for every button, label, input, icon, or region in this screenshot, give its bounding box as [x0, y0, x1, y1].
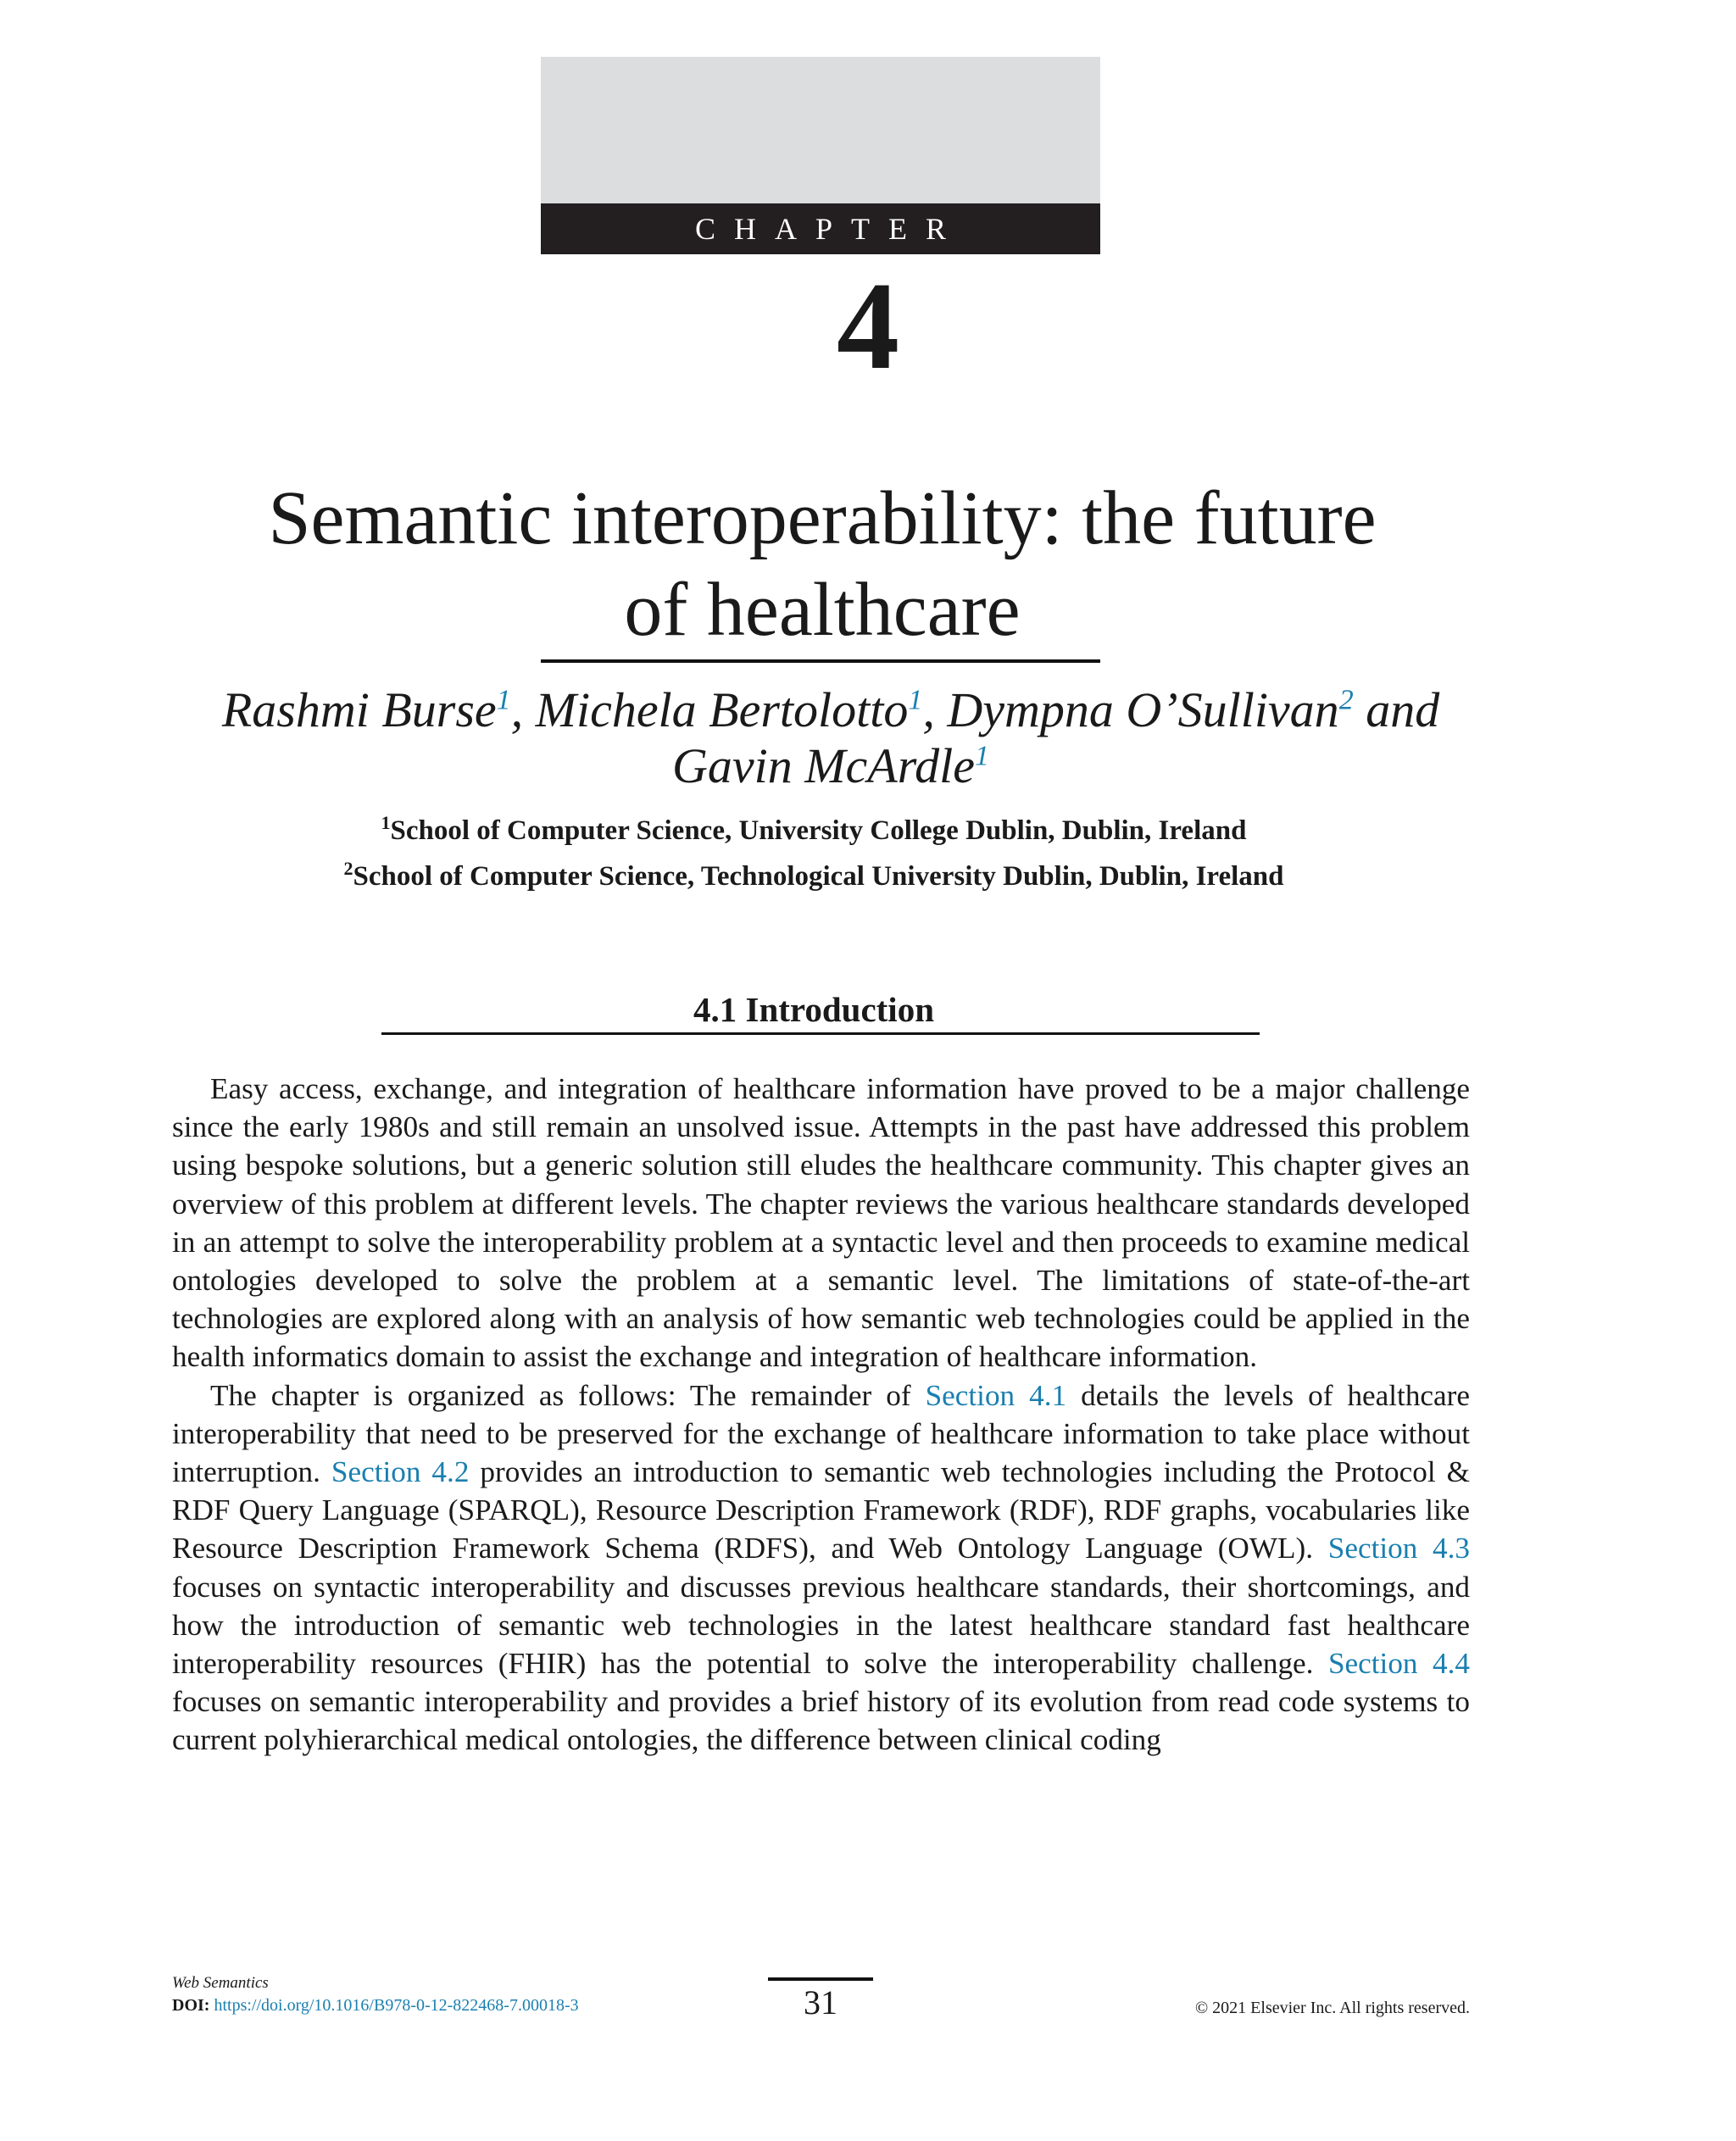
text-run: provides an introduction to semantic web technologies including the Protocol & RDF Query Language (SPARQL), Resource Description Framework (RDF), RDF graphs, vocabularies like Resource Description Framework Schema (RDFS), and Web Ontology Language (OWL). — [172, 1455, 1470, 1565]
text-run: focuses on syntactic interoperability and discusses previous healthcare standards, their shortcomings, and how the introduction of semantic web technologies in the latest healthcare standard fast healthcare interoperability resources (FHIR) has the potential to solve the interoperability challenge. — [172, 1570, 1470, 1681]
affiliation-number: 1 — [381, 812, 391, 833]
text-run: The chapter is organized as follows: The remainder of — [210, 1378, 926, 1412]
affiliation-text: School of Computer Science, University College Dublin, Dublin, Ireland — [390, 815, 1247, 846]
title-line-1: Semantic interoperability: the future — [268, 476, 1377, 560]
affiliation-number: 2 — [343, 858, 353, 879]
body-text — [172, 1070, 1470, 1760]
section-underline — [381, 1032, 1260, 1035]
doi-line — [172, 1996, 579, 2016]
section-link[interactable]: Section 4.2 — [331, 1455, 470, 1489]
author-affiliation-ref[interactable]: 1 — [496, 684, 511, 716]
author-name: Michela Bertolotto — [535, 682, 909, 737]
text-run: details the levels of healthcare interoperability that need to be preserved for the exchange of healthcare information to take place without interruption. — [172, 1378, 1470, 1489]
page-number-rule — [768, 1977, 873, 1981]
author-affiliation-ref[interactable]: 2 — [1338, 684, 1354, 716]
chapter-label: CHAPTER — [541, 203, 1100, 254]
author-name: Rashmi Burse — [221, 682, 497, 737]
chapter-header-block — [541, 57, 1100, 203]
chapter-title — [127, 473, 1517, 656]
journal-name: Web Semantics — [172, 1974, 269, 1992]
section-link[interactable]: Section 4.4 — [1327, 1647, 1470, 1681]
author-list — [136, 682, 1526, 794]
paragraph — [172, 1376, 1470, 1760]
author-affiliation-ref[interactable]: 1 — [975, 740, 989, 772]
doi-label: DOI: — [172, 1996, 210, 2015]
title-underline — [541, 659, 1100, 663]
author-separator: , — [922, 682, 948, 737]
page-number: 31 — [804, 1983, 837, 2021]
affiliation-1 — [0, 814, 1628, 848]
affiliation-2 — [0, 859, 1628, 893]
section-heading: 4.1 Introduction — [693, 990, 935, 1029]
paragraph: Easy access, exchange, and integration of healthcare information have proved to be a major challenge since the early 1980s and still remain an unsolved issue. Attempts in the past have addressed this problem using bespoke solutions, but a generic solution still eludes the healthcare community. This chapter gives an overview of this problem at different levels. The chapter reviews the various healthcare standards developed in an attempt to solve the interoperability problem at a syntactic level and then proceeds to examine medical ontologies developed to solve the problem at a semantic level. The limitations of state-of-the-art technologies are explored along with an analysis of how semantic web technologies could be applied in the health informatics domain to assist the exchange and integration of healthcare information. — [172, 1072, 1470, 1374]
copyright-notice: © 2021 Elsevier Inc. All rights reserved. — [1194, 1999, 1470, 2017]
author-affiliation-ref[interactable]: 1 — [908, 684, 923, 716]
chapter-number: 4 — [837, 257, 899, 396]
author-separator: and — [1353, 682, 1440, 737]
affiliation-text: School of Computer Science, Technological University Dublin, Dublin, Ireland — [353, 861, 1284, 892]
text-run: focuses on semantic interoperability and provides a brief history of its evolution from read code systems to current polyhierarchical medical ontologies, the difference between clinical coding — [172, 1685, 1470, 1757]
section-link[interactable]: Section 4.3 — [1327, 1532, 1470, 1565]
author-separator: , — [510, 682, 536, 737]
doi-link[interactable]: https://doi.org/10.1016/B978-0-12-822468-7.00018-3 — [214, 1996, 579, 2015]
author-name: Dympna O’Sullivan — [947, 682, 1339, 737]
section-link[interactable]: Section 4.1 — [925, 1378, 1067, 1412]
author-name: Gavin McArdle — [671, 738, 975, 793]
title-line-2: of healthcare — [624, 568, 1021, 652]
